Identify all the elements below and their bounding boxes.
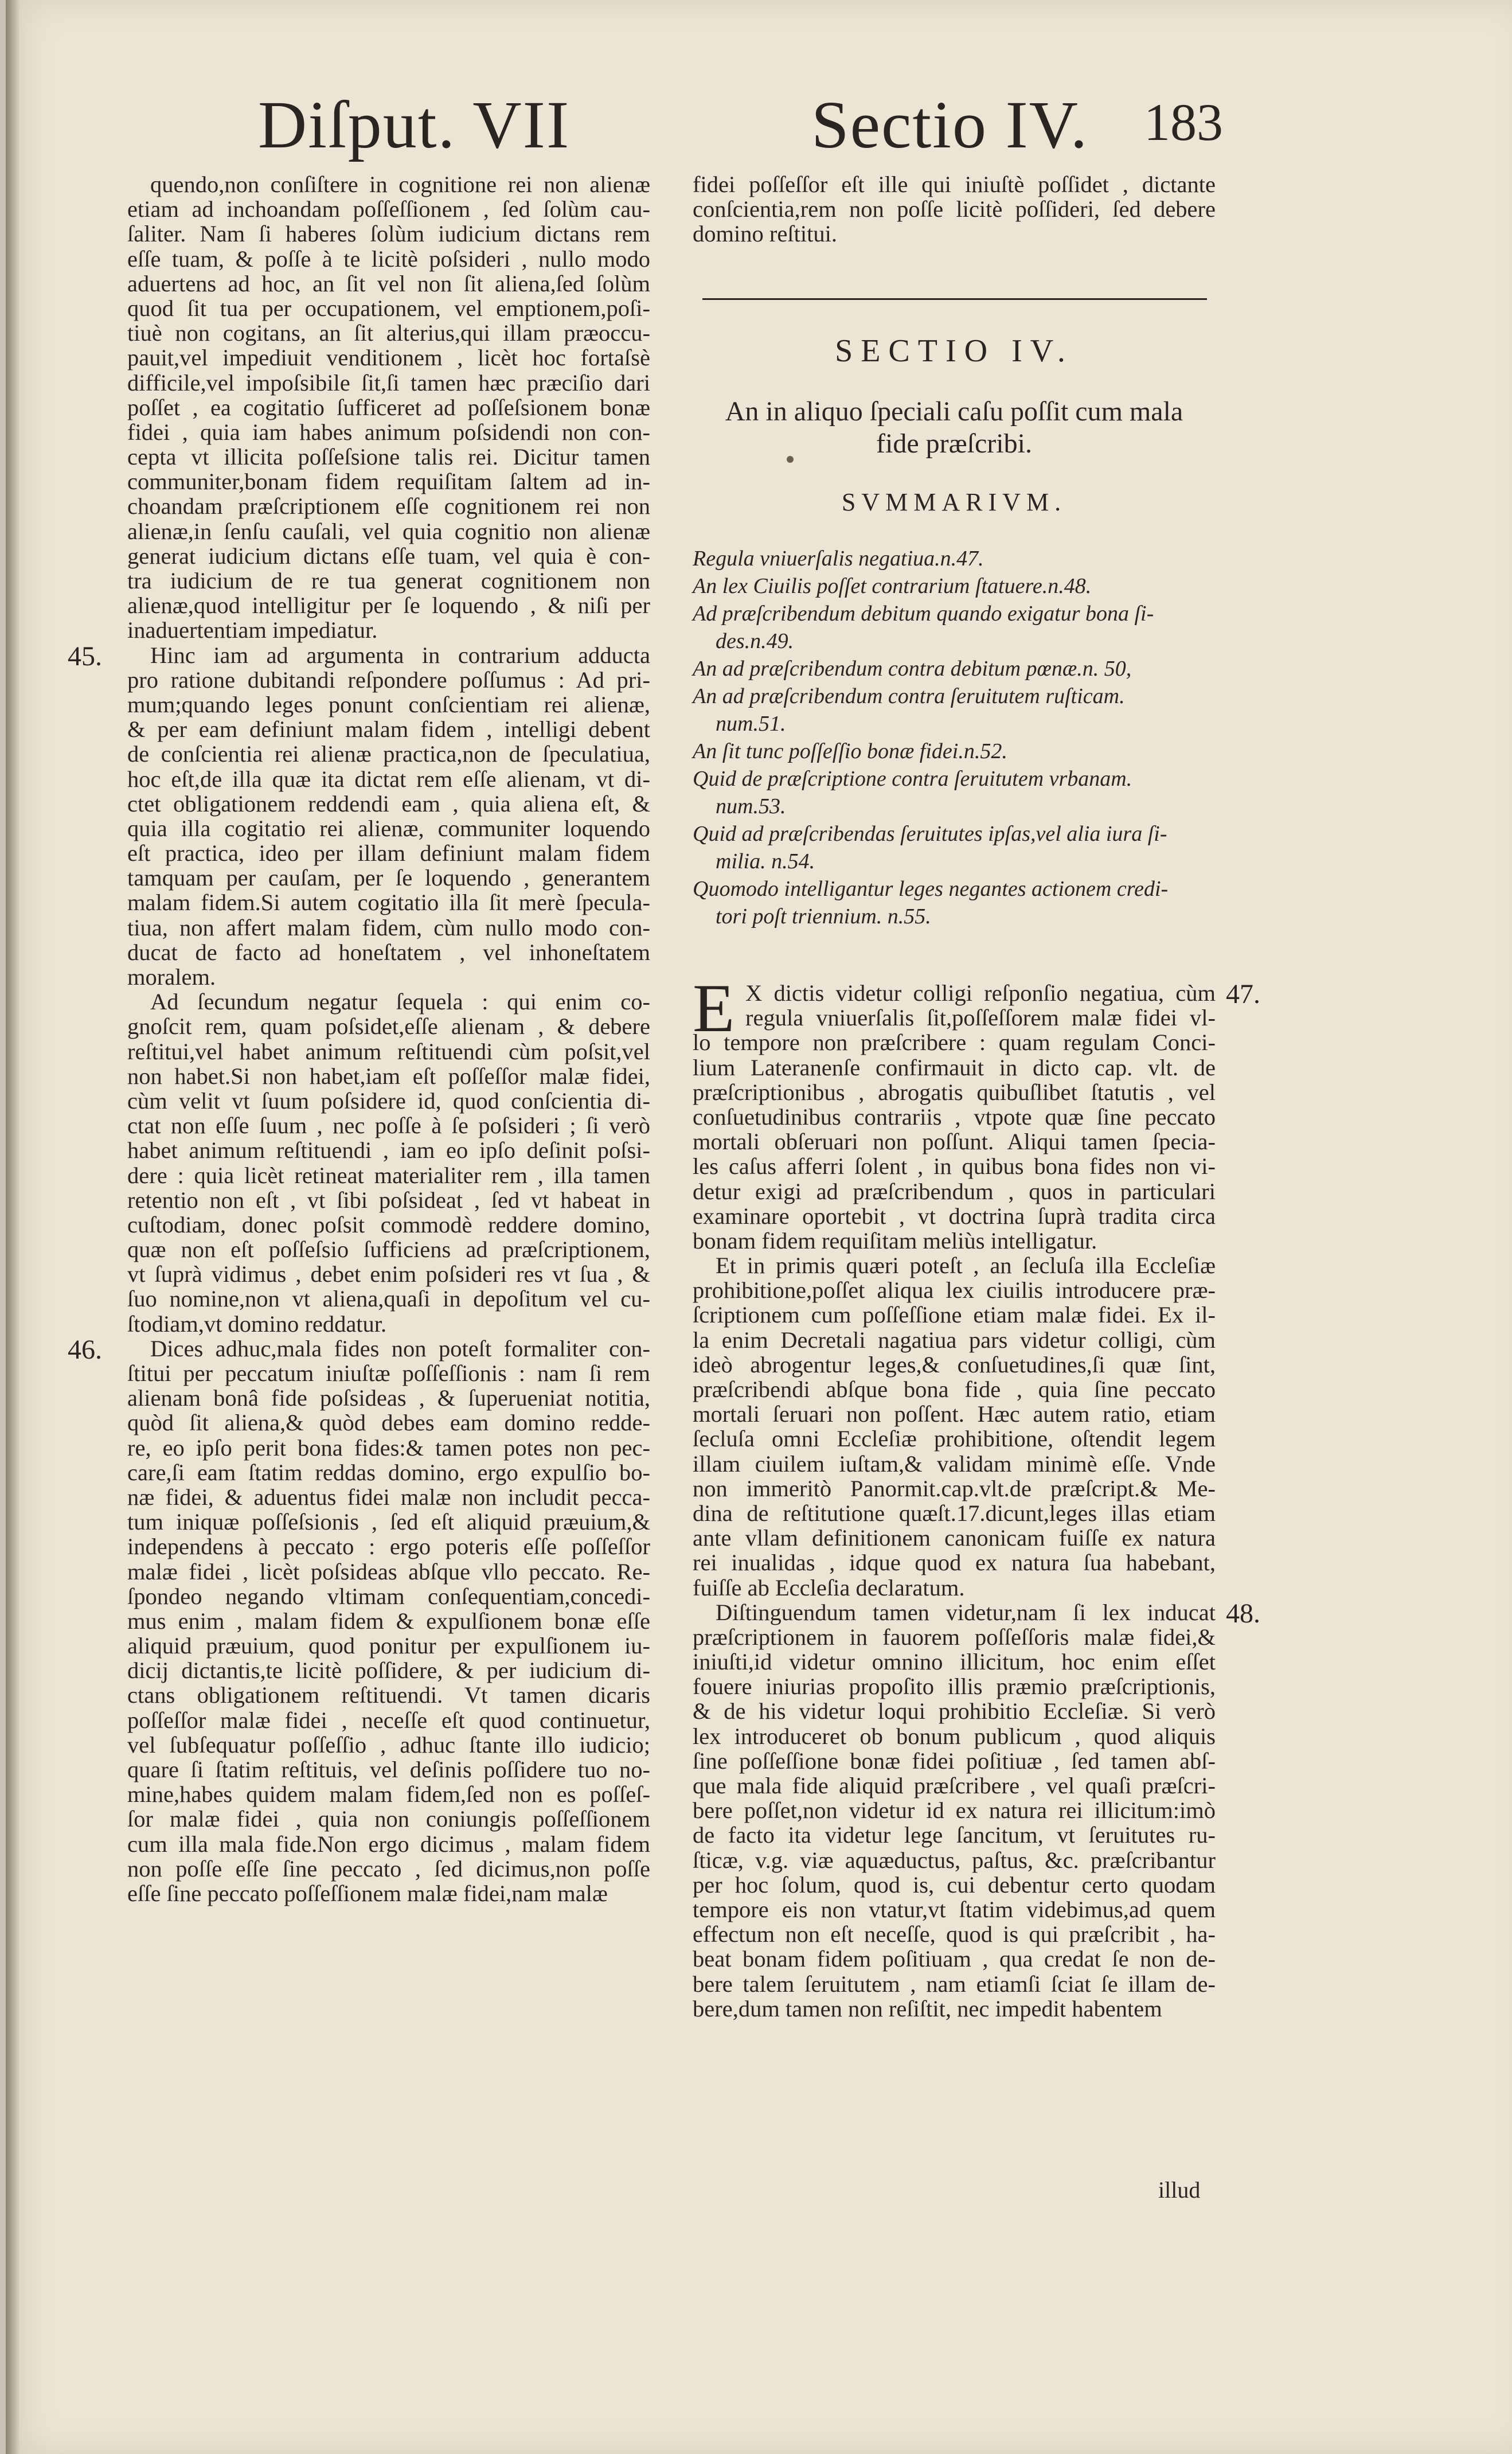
text-line: ideò abrogentur leges,& conſuetudines,ſi quæ ſint, <box>693 1351 1216 1378</box>
page-number: 183 <box>1144 93 1223 151</box>
text-line: ſuo nomine,non vt aliena,quaſi in depoſitum vel cu- <box>127 1286 650 1312</box>
text-line: præſcriptionem in fauorem poſſeſſoris malæ fidei,& <box>693 1624 1216 1650</box>
text-line: alienæ,quod intelligitur per ſe loquendo , & niſi per <box>127 592 650 619</box>
text-line: lex introduceret ob bonum publicum , quod aliquis <box>693 1723 1216 1749</box>
text-line: ſpondeo negando vltimam conſequentiam,concedi- <box>127 1583 650 1609</box>
text-line: cepta vt illicita poſſeſsione talis rei. Dicitur tamen <box>127 444 650 470</box>
summary-item: num.53. <box>716 794 786 818</box>
text-line: mortali obſeruari non poſſunt. Aliqui tamen ſpecia- <box>693 1129 1216 1155</box>
summary-item: Regula vniuerſalis negatiua.n.47. <box>693 547 984 571</box>
paragraph-number: 46. <box>68 1335 102 1365</box>
header-section: Sectio IV. <box>811 87 1089 162</box>
text-line: difficile,vel impoſsibile ſit,ſi tamen hæc præciſio dari <box>127 369 650 396</box>
text-line: moralem. <box>127 964 216 990</box>
section-rule <box>702 298 1207 300</box>
text-line: domino reſtitui. <box>693 221 837 247</box>
summary-item: Quid de præſcriptione contra ſeruitutem vrbanam. <box>693 767 1132 791</box>
text-line: independens à peccato : ergo poteris eſſe poſſeſſor <box>127 1534 650 1560</box>
summary-item: Quid ad præſcribendas ſeruitutes ipſas,vel alia iura ſi- <box>693 822 1167 846</box>
text-line: quia illa cogitatio rei alienæ, communiter loquendo <box>127 815 650 841</box>
text-line: pro ratione dubitandi reſpondere poſſumus : Ad pri- <box>127 666 650 693</box>
text-line: habet animum reſtituendi , iam eo ipſo deſinit poſsi- <box>127 1137 650 1164</box>
text-line: per hoc ſolum, quod is, cui debentur certo quodam <box>693 1871 1216 1898</box>
text-line: retentio non eſt , vt ſibi poſsideat , ſed vt habeat in <box>127 1187 650 1213</box>
text-line: tum iniquæ poſſeſsionis , ſed eſt aliquid præuium,& <box>127 1509 650 1535</box>
text-line: vel ſubſequatur poſſeſſio , adhuc ſtante illo iudicio; <box>127 1731 650 1758</box>
drop-cap: E <box>693 970 735 1046</box>
text-line: tra iudicium de re tua generat cognitionem non <box>127 568 650 594</box>
text-line: poſſet , ea cogitatio ſufficeret ad poſſeſsionem bonæ <box>127 394 650 420</box>
text-line: mum;quando leges ponunt conſcientiam rei alienæ, <box>127 691 650 717</box>
text-line: dere : quia licèt retineat materialiter rem , illa tamen <box>127 1162 650 1188</box>
summary-item: An ad præſcribendum contra ſeruitutem ruſticam. <box>693 684 1125 708</box>
text-line: ſticæ, v.g. viæ aquæductus, paſtus, &c. præſcribantur <box>693 1847 1216 1873</box>
text-line: les caſus afferri ſolent , in quibus bona fides non vi- <box>693 1153 1216 1180</box>
text-line: eſt practica, ideo per illam definiunt malam fidem <box>127 840 650 867</box>
text-line: ante vllam definitionem canonicam fuiſſe ex natura <box>693 1525 1216 1551</box>
text-line: bonam fidem requiſitam meliùs intelligatur. <box>693 1227 1097 1254</box>
summary-heading: SVMMARIVM. <box>841 488 1067 516</box>
text-line: examinare oportebit , vt doctrina ſuprà tradita circa <box>693 1203 1216 1229</box>
text-line: reſtitui,vel habet animum reſtituendi cùm poſsit,vel <box>127 1038 650 1064</box>
text-line: alienam bonâ fide poſsideas , & ſuperueniat notitia, <box>127 1385 650 1411</box>
text-line: quæ non eſt poſſeſsio ſufficiens ad præſcriptionem, <box>127 1236 650 1263</box>
catchword: illud <box>1158 2177 1201 2203</box>
text-line: næ fidei, & aduentus fidei malæ non includit pecca- <box>127 1484 650 1510</box>
text-line: cum illa mala fide.Non ergo dicimus , malam fidem <box>127 1831 650 1857</box>
text-line: præſcriptionibus , abrogatis quibuſlibet ſtatutis , vel <box>693 1079 1216 1105</box>
text-line: fidei , quia iam habes animum poſsidendi non con- <box>127 419 650 445</box>
text-line: Et in primis quæri poteſt , an ſecluſa illa Eccleſiæ <box>716 1253 1216 1279</box>
text-line: detur exigi ad præſcribendum , quos in particulari <box>693 1178 1216 1204</box>
text-line: ctat non eſſe ſuum , nec poſſe à ſe poſsideri ; ſi verò <box>127 1113 650 1139</box>
text-line: lium Lateranenſe confirmauit in dicto cap. vlt. de <box>693 1054 1216 1080</box>
text-line: lo tempore non præſcribere : quam regulam Conci- <box>693 1029 1216 1056</box>
text-line: ſtitui per peccatum iniuſtæ poſſeſſionis : nam ſi rem <box>127 1360 650 1386</box>
text-line: præſcribendi abſque bona fide , quia ſine peccato <box>693 1376 1216 1402</box>
text-line: la enim Decretali nagatiua pars videtur colligi, cùm <box>693 1327 1216 1353</box>
text-line: tempore eis non vtatur,vt ſtatim videbimus,ad quem <box>693 1896 1216 1922</box>
summary-item: milia. n.54. <box>716 849 815 873</box>
text-line: quendo,non conſiſtere in cognitione rei non alienæ <box>150 171 650 197</box>
text-line: Ad ſecundum negatur ſequela : qui enim co- <box>150 989 650 1015</box>
text-line: ſecluſa omni Eccleſiæ prohibitione, oſtendit legem <box>693 1426 1216 1452</box>
text-line: gnoſcit rem, quam poſsidet,eſſe alienam , & debere <box>127 1013 650 1040</box>
section-question <box>693 396 1216 460</box>
text-line: aliquid præuium, quod ponitur per expulſionem iu- <box>127 1633 650 1659</box>
text-line: communiter,bonam fidem requiſitam ſaltem ad in- <box>127 469 650 495</box>
text-line: mortali ſeruari non poſſent. Hæc autem ratio, etiam <box>693 1401 1216 1427</box>
text-line: non habet.Si non habet,iam eſt poſſeſſor malæ fidei, <box>127 1063 650 1089</box>
text-line: tiua, non affert malam fidem, cùm nullo modo con- <box>127 914 650 941</box>
text-line: pauit,vel impediuit venditionem , licèt hoc fortaſsè <box>127 345 650 371</box>
text-line: dina de reſtitutione quæſt.17.dicunt,leges illas etiam <box>693 1500 1216 1526</box>
text-line: malæ fidei , licèt poſsideas abſque vllo peccato. Re- <box>127 1558 650 1585</box>
text-line: que mala fide aliquid præſcribere , vel quaſi præſcri- <box>693 1773 1216 1798</box>
text-line: prohibitione,poſſet aliqua lex ciuilis introducere præ- <box>693 1277 1216 1304</box>
text-line: quòd ſit aliena,& quòd debes eam domino redde- <box>127 1410 650 1436</box>
text-line: etiam ad inchoandam poſſeſſionem , ſed ſolùm cau- <box>127 196 650 223</box>
text-line: bere,dum tamen non reſiſtit, nec impedit habentem <box>693 1995 1162 2022</box>
book-spine <box>6 0 19 2454</box>
text-line: quod ſit tua per occupationem, vel emptionem,poſi- <box>127 295 650 321</box>
text-line: mine,habes quidem malam fidem,ſed non es poſſeſ- <box>127 1781 650 1808</box>
text-line: choandam præſcriptionem eſſe cognitionem rei non <box>127 493 650 520</box>
text-line: & per eam definiunt malam fidem , intelligi debent <box>127 716 650 743</box>
text-line: & de his videtur loqui prohibitio Eccleſiæ. Si verò <box>693 1698 1216 1725</box>
text-line: Dices adhuc,mala fides non poteſt formaliter con- <box>150 1335 650 1361</box>
right-column-continuation <box>693 172 1216 247</box>
text-line: malam fidem.Si autem cogitatio illa ſit merè ſpecula- <box>127 889 650 916</box>
text-line: iniuſti,id videtur omnino illicitum, hoc enim eſſet <box>693 1649 1216 1675</box>
text-line: rei inualidas , idque quod ex natura ſua habebant, <box>693 1550 1216 1576</box>
text-line: ducat de facto ad honeſtatem , vel inhoneſtatem <box>127 939 650 965</box>
text-line: ctans obligationem reſtituendi. Vt tamen dicaris <box>127 1682 650 1708</box>
text-line: ſaliter. Nam ſi haberes ſolùm iudicium dictans rem <box>127 221 650 247</box>
text-line: non immeritò Panormit.cap.vlt.de præſcript.& Me- <box>693 1475 1216 1501</box>
summary-item: num.51. <box>716 712 786 736</box>
summary-item: Ad præſcribendum debitum quando exigatur bona ſi- <box>693 602 1154 626</box>
text-line: conſuetudinibus contrariis , vtpote quæ ſine peccato <box>693 1103 1216 1130</box>
text-line: aduertens ad hoc, an ſit vel non ſit aliena,ſed ſolùm <box>127 270 650 296</box>
paragraph-number: 48. <box>1226 1598 1260 1629</box>
text-line: inaduertentiam impediatur. <box>127 617 378 643</box>
section-question-line: An in aliquo ſpeciali caſu poſſit cum mala <box>725 396 1183 427</box>
text-line: cuſtodiam, donec poſsit commodè reddere domino, <box>127 1211 650 1238</box>
text-line: X dictis videtur colligi reſponſio negatiua, cùm <box>745 980 1216 1006</box>
text-line: quare ſi ſtatim reſtituis, vel deſinis poſſidere tuo no- <box>127 1757 650 1782</box>
text-line: fouere iniurias propoſito illis præmio præſcriptionis, <box>693 1673 1216 1700</box>
text-line: care,ſi eam ſtatim reddas domino, ergo expulſio bo- <box>127 1459 650 1485</box>
text-line: tamquam per cauſam, per ſe loquendo , generantem <box>127 865 650 891</box>
summary-item: An lex Ciuilis poſſet contrarium ſtatuere.n.48. <box>693 574 1092 598</box>
book-page <box>6 0 1512 2454</box>
text-line: fidei poſſeſſor eſt ille qui iniuſtè poſſidet , dictante <box>693 171 1216 197</box>
text-line: de conſcientia rei alienæ practica,non de ſpeculatiua, <box>127 741 650 767</box>
text-line: conſcientia,rem non poſſe licitè poſſideri, ſed debere <box>693 196 1216 223</box>
text-line: bere poſſet,non videtur id ex natura rei illicitum:imò <box>693 1797 1216 1824</box>
text-line: re, eo ipſo perit bona fides:& tamen potes non pec- <box>127 1434 650 1461</box>
running-header <box>6 86 1512 172</box>
text-line: eſſe tuam, & poſſe à te licitè poſsideri , nullo modo <box>127 245 650 272</box>
text-line: regula vniuerſalis ſit,poſſeſſorem malæ fidei vl- <box>745 1005 1216 1031</box>
summary-item: An ſit tunc poſſeſſio bonæ fidei.n.52. <box>693 739 1007 763</box>
header-disputation: Diſput. VII <box>258 87 571 162</box>
text-line: tiuè non cogitans, an ſit alterius,qui illam præoccu- <box>127 320 650 346</box>
summary-item: tori poſt triennium. n.55. <box>716 904 931 928</box>
text-line: ſtodiam,vt domino reddatur. <box>127 1310 387 1337</box>
summary-list <box>693 545 1216 930</box>
text-line: effectum non eſt neceſſe, quod is qui præſcribit , ha- <box>693 1921 1216 1948</box>
text-line: ſine poſſeſſione bonæ fidei poſitiuæ , ſed tamen abſ- <box>693 1747 1216 1774</box>
text-line: vt ſuprà vidimus , debet enim poſsideri res vt ſua , & <box>127 1261 650 1288</box>
summary-item: An ad præſcribendum contra debitum pœnæ.n. 50, <box>693 657 1132 681</box>
paragraph-number: 45. <box>68 641 102 672</box>
text-line: eſſe ſine peccato poſſeſſionem malæ fidei,nam malæ <box>127 1880 608 1906</box>
section-question-line: fide præſcribi. <box>876 428 1032 459</box>
text-line: ſcriptionem cum poſſeſſione etiam malæ fidei. Ex il- <box>693 1302 1216 1328</box>
text-line: hoc eſt,de illa quæ ita dictat rem eſſe alienam, vt di- <box>127 766 650 792</box>
summary-item: des.n.49. <box>716 629 794 653</box>
summary-item: Quomodo intelligantur leges negantes actionem credi- <box>693 877 1169 901</box>
right-column-body <box>693 970 1216 2022</box>
text-line: ſor malæ fidei , quia non coniungis poſſeſſionem <box>127 1806 650 1832</box>
text-line: mus enim , malam fidem & expulſionem bonæ eſſe <box>127 1608 650 1634</box>
text-line: dicij dictantis,te licitè poſſidere, & per iudicium di- <box>127 1657 650 1684</box>
text-line: Diſtinguendum tamen videtur,nam ſi lex inducat <box>716 1599 1216 1625</box>
text-line: ctet obligationem reddendi eam , quia aliena eſt, & <box>127 790 650 817</box>
text-line: beat bonam fidem poſitiuam , qua credat ſe non de- <box>693 1946 1216 1972</box>
text-line: cùm velit vt ſuum poſsidere id, quod conſcientia di- <box>127 1087 650 1114</box>
left-column <box>127 172 650 1906</box>
text-line: illam ciuilem iuſtam,& validam minimè eſſe. Vnde <box>693 1450 1216 1477</box>
paragraph-number: 47. <box>1226 979 1260 1009</box>
text-line: alienæ,in ſenſu cauſali, vel quia cognitio non alienæ <box>127 518 650 544</box>
text-line: bere talem ſeruitutem , nam etiamſi ſciat ſe illam de- <box>693 1971 1216 1997</box>
text-line: generat iudicium dictans eſſe tuam, vel quia è con- <box>127 543 650 569</box>
text-line: fuiſſe ab Eccleſia declaratum. <box>693 1574 965 1601</box>
text-line: Hinc iam ad argumenta in contrarium adducta <box>150 642 650 668</box>
text-line: poſſeſſor malæ fidei , neceſſe eſt quod continuetur, <box>127 1707 650 1733</box>
text-line: de facto ita videtur lege ſancitum, vt ſeruitutes ru- <box>693 1822 1216 1848</box>
section-title: SECTIO IV. <box>835 333 1073 369</box>
text-line: non poſſe eſſe ſine peccato , ſed dicimus,non poſſe <box>127 1855 650 1882</box>
ink-stain <box>787 456 794 463</box>
